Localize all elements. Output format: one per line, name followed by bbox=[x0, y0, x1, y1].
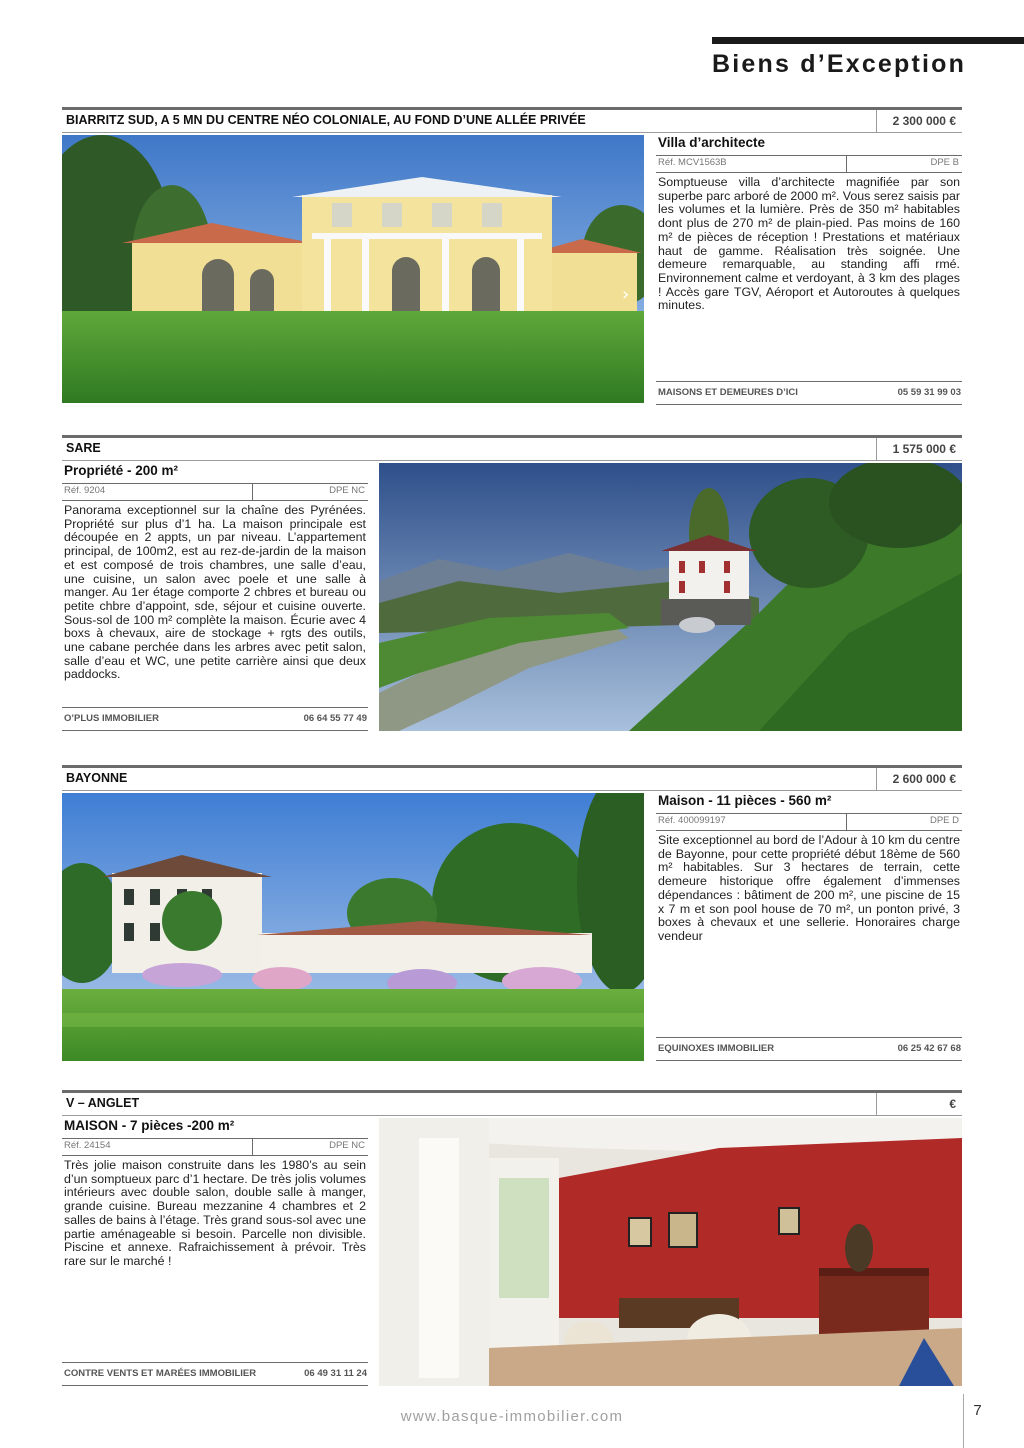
property-type: Villa d’architecte bbox=[658, 135, 766, 150]
listing-location: V – ANGLET bbox=[66, 1096, 140, 1110]
agency-row bbox=[656, 1037, 962, 1061]
listing-price: € bbox=[876, 1093, 962, 1115]
ref-divider bbox=[846, 814, 847, 830]
property-description: Très jolie maison construite dans les 1980’s au sein d’un somptueux parc d’1 hectare. De très jolis volumes intérieurs avec double salon, double salle à manger, grande cuisine. Bureau mezzanine 4 chambres et 2 salles de bains à l’étage. Très grand sous-sol avec une partie aménageable si besoin. Parcelle non divisible. Piscine et annexe. Rafraichissement à prévoir. Très rare sur le marché ! bbox=[64, 1158, 366, 1268]
ref-row bbox=[656, 813, 962, 831]
listing-top-rule bbox=[62, 107, 962, 110]
listing-sub-rule bbox=[62, 1115, 962, 1116]
agency-name: MAISONS ET DEMEURES D’ICI bbox=[658, 387, 798, 398]
listing-sub-rule bbox=[62, 790, 962, 791]
agency-row bbox=[62, 1362, 368, 1386]
listing-anglet bbox=[62, 1090, 962, 1390]
listing-biarritz bbox=[62, 107, 962, 407]
agency-phone[interactable]: 06 64 55 77 49 bbox=[303, 713, 367, 724]
listing-sub-rule bbox=[62, 132, 962, 133]
agency-phone[interactable]: 06 49 31 11 24 bbox=[304, 1368, 367, 1379]
listing-photo-sare[interactable] bbox=[379, 463, 962, 731]
property-description: Somptueuse villa d’architecte magnifiée par son superbe parc arboré de 2000 m². Vous serez saisis par les volumes et la lumière. Près de 350 m² habitables dont plus de 270 m² de plain-pied. Pas moins de 160 m² de pièces de réception ! Prestations et matériaux haut de gamme. Réalisation très soignée. Une demeure remarquable, au standing affi rmé. Environnement calme et verdoyant, à 3 km des plages ! Accès gare TGV, Aéroport et Autoroutes à quelques minutes. bbox=[658, 175, 960, 313]
listing-price: 2 600 000 € bbox=[876, 768, 962, 790]
agency-row bbox=[656, 381, 962, 405]
header-rule bbox=[712, 37, 1024, 44]
listing-info bbox=[656, 135, 962, 403]
property-type: Maison - 11 pièces - 560 m² bbox=[658, 793, 832, 808]
agency-name: O’PLUS IMMOBILIER bbox=[64, 713, 159, 724]
listing-location: SARE bbox=[66, 441, 101, 455]
listing-location: BIARRITZ SUD, A 5 MN DU CENTRE NÉO COLONIALE, AU FOND D’UNE ALLÉE PRIVÉE bbox=[66, 113, 586, 127]
agency-name: EQUINOXES IMMOBILIER bbox=[658, 1043, 775, 1054]
page-number: 7 bbox=[963, 1394, 991, 1448]
section-title: Biens d’Exception bbox=[712, 50, 967, 78]
ref-row bbox=[62, 483, 368, 501]
listing-info bbox=[62, 1118, 368, 1388]
listing-top-rule bbox=[62, 765, 962, 768]
ref-divider bbox=[252, 484, 253, 500]
listing-price: 2 300 000 € bbox=[876, 110, 962, 132]
dpe-rating: DPE D bbox=[929, 815, 959, 826]
svg-text:›: › bbox=[622, 284, 630, 305]
property-description: Site exceptionnel au bord de l’Adour à 10 km du centre de Bayonne, pour cette propriété début 18ème de 560 m² habitables. Sur 3 hectares de terrain, cette demeure historique offre également d’immenses dépendances : bâtiment de 200 m², une piscine de 15 x 7 m et son pool house de 70 m², un ponton privé, 3 boxes à chevaux et une sellerie. Honoraires charge vendeur bbox=[658, 833, 960, 943]
ref-divider bbox=[252, 1139, 253, 1155]
listing-photo-anglet[interactable] bbox=[379, 1118, 962, 1386]
footer-website[interactable]: www.basque-immobilier.com bbox=[400, 1408, 624, 1425]
listing-photo-bayonne[interactable] bbox=[62, 793, 644, 1061]
reference: Réf. 9204 bbox=[64, 485, 106, 496]
listing-sare bbox=[62, 435, 962, 735]
ref-row bbox=[62, 1138, 368, 1156]
agency-row bbox=[62, 707, 368, 731]
reference: Réf. MCV1563B bbox=[658, 157, 727, 168]
listing-bayonne bbox=[62, 765, 962, 1065]
agency-name: CONTRE VENTS ET MARÉES IMMOBILIER bbox=[64, 1368, 257, 1379]
agency-phone[interactable]: 06 25 42 67 68 bbox=[897, 1043, 961, 1054]
agency-phone[interactable]: 05 59 31 99 03 bbox=[897, 387, 961, 398]
listing-price: 1 575 000 € bbox=[876, 438, 962, 460]
property-description: Panorama exceptionnel sur la chaîne des Pyrénées. Propriété sur plus d’1 ha. La maison principale est découpée en 2 appts, un par niveau. L’appartement principal, de 100m2, est au rez-de-jardin de la maison et est composé de trois chambres, une salle d’eau, une cuisine, un salon avec poele et une salle à manger. Au 1er étage comporte 2 chbres et bureau ou petite chbre d’appoint, sde, séjour et cuisine ouverte. Sous-sol de 100 m² complète la maison. Écurie avec 4 boxs à chevaux, aire de stockage + rgts des outils, une cabane perchée dans les arbres avec petit salon, salle d’eau et WC, une petite carrière ainsi que deux paddocks. bbox=[64, 503, 366, 682]
ref-divider bbox=[846, 156, 847, 172]
ref-row bbox=[656, 155, 962, 173]
listing-top-rule bbox=[62, 1090, 962, 1093]
listing-info bbox=[62, 463, 368, 733]
listing-sub-rule bbox=[62, 460, 962, 461]
dpe-rating: DPE NC bbox=[329, 485, 365, 496]
dpe-rating: DPE NC bbox=[329, 1140, 365, 1151]
reference: Réf. 400099197 bbox=[658, 815, 726, 826]
listing-top-rule bbox=[62, 435, 962, 438]
listing-location: BAYONNE bbox=[66, 771, 128, 785]
property-type: Propriété - 200 m² bbox=[64, 463, 179, 478]
dpe-rating: DPE B bbox=[930, 157, 959, 168]
listing-photo-villa[interactable] bbox=[62, 135, 644, 403]
property-type: MAISON - 7 pièces -200 m² bbox=[64, 1118, 235, 1133]
reference: Réf. 24154 bbox=[64, 1140, 111, 1151]
listing-info bbox=[656, 793, 962, 1061]
